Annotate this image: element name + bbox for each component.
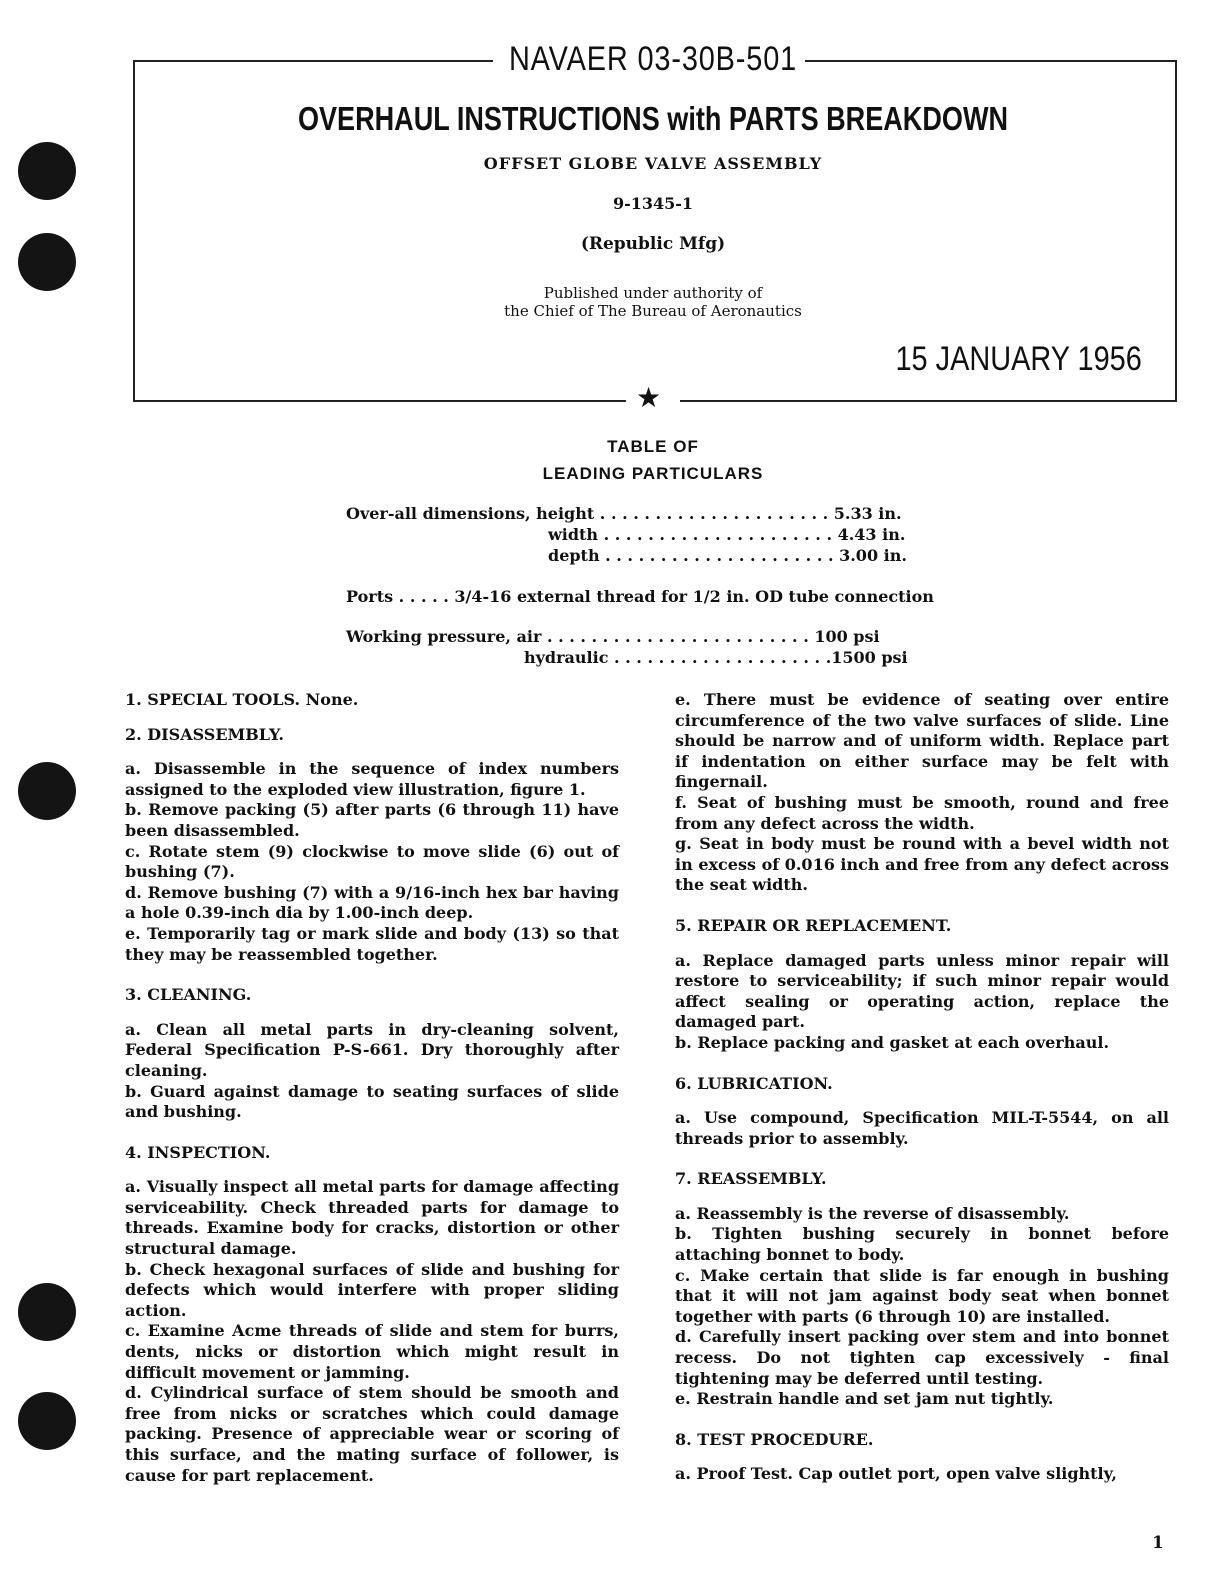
page-number: 1	[1152, 1533, 1164, 1553]
left-column	[125, 690, 619, 1486]
binder-hole-3	[18, 762, 76, 820]
star-icon: ★	[636, 381, 662, 414]
paragraph: e. There must be evidence of seating over entire circumference of the two valve surfaces of slide. Line should be narrow and of uniform width. Replace part if indentation on either surface may be felt with fingernail.	[675, 690, 1169, 792]
section-reassembly-heading: 7. REASSEMBLY.	[675, 1169, 827, 1189]
spec-row-depth: depth . . . . . . . . . . . . . . . . . . . . . 3.00 in.	[548, 546, 907, 565]
authority-line-1: Published under authority of	[543, 284, 763, 302]
paragraph: a. Replace damaged parts unless minor repair will restore to serviceability; if such minor repair would affect sealing or operating action, replace the damaged part.	[675, 950, 1169, 1032]
table-heading-1: TABLE OF	[607, 437, 699, 456]
binder-hole-4	[18, 1283, 76, 1341]
section-test-heading: 8. TEST PROCEDURE.	[675, 1429, 874, 1449]
section-repair-heading: 5. REPAIR OR REPLACEMENT.	[675, 915, 952, 935]
paragraph: b. Guard against damage to seating surfaces of slide and bushing.	[125, 1081, 619, 1122]
paragraph: b. Remove packing (5) after parts (6 through 11) have been disassembled.	[125, 800, 619, 840]
paragraph: b. Replace packing and gasket at each overhaul.	[675, 1032, 1110, 1052]
paragraph: a. Visually inspect all metal parts for damage affecting serviceability. Check threaded parts for damage to threads. Examine body for cracks, distortion or other structural damage.	[125, 1177, 619, 1259]
manufacturer: (Republic Mfg)	[580, 234, 726, 254]
paragraph: b. Tighten bushing securely in bonnet before attaching bonnet to body.	[675, 1224, 1169, 1265]
paragraph: a. Reassembly is the reverse of disassembly.	[675, 1203, 1070, 1223]
right-column	[675, 690, 1169, 1485]
document-number: NAVAER 03-30B-501	[508, 40, 798, 78]
paragraph: f. Seat of bushing must be smooth, round and free from any defect across the width.	[675, 792, 1169, 833]
paragraph: e. Temporarily tag or mark slide and body (13) so that they may be reassembled together.	[125, 923, 619, 964]
document-title: OVERHAUL INSTRUCTIONS with PARTS BREAKDOWN	[297, 100, 1009, 137]
section-disassembly-heading: 2. DISASSEMBLY.	[125, 724, 284, 744]
paragraph: c. Examine Acme threads of slide and stem for burrs, dents, nicks or distortion which might result in difficult movement or jamming.	[125, 1321, 619, 1382]
table-heading-2: LEADING PARTICULARS	[542, 464, 764, 483]
subject-line: OFFSET GLOBE VALVE ASSEMBLY	[483, 154, 823, 173]
section-lubrication-heading: 6. LUBRICATION.	[675, 1073, 833, 1093]
paragraph: a. Disassemble in the sequence of index numbers assigned to the exploded view illustration, figure 1.	[125, 759, 619, 799]
spec-row-height: Over-all dimensions, height . . . . . . . . . . . . . . . . . . . . . 5.33 in.	[346, 504, 902, 523]
spec-row-pressure-air: Working pressure, air . . . . . . . . . . . . . . . . . . . . . . . . 100 psi	[346, 627, 880, 646]
paragraph: g. Seat in body must be round with a bevel width not in excess of 0.016 inch and free from any defect across the seat width.	[675, 834, 1169, 895]
paragraph: c. Make certain that slide is far enough in bushing that it will not jam against body seat when bonnet together with parts (6 through 10) are installed.	[675, 1265, 1169, 1326]
spec-row-width: width . . . . . . . . . . . . . . . . . . . . . 4.43 in.	[548, 525, 906, 544]
publication-date: 15 JANUARY 1956	[895, 340, 1142, 378]
paragraph: b. Check hexagonal surfaces of slide and bushing for defects which would interfere with proper sliding action.	[125, 1259, 619, 1320]
authority-line-2: the Chief of The Bureau of Aeronautics	[504, 302, 802, 320]
paragraph: d. Remove bushing (7) with a 9/16-inch hex bar having a hole 0.39-inch dia by 1.00-inch deep.	[125, 882, 619, 923]
section-special-tools: 1. SPECIAL TOOLS. None.	[125, 690, 359, 709]
binder-hole-2	[18, 233, 76, 291]
spec-row-ports: Ports . . . . . 3/4-16 external thread for 1/2 in. OD tube connection	[346, 587, 934, 606]
paragraph: c. Rotate stem (9) clockwise to move slide (6) out of bushing (7).	[125, 841, 619, 882]
binder-hole-1	[18, 142, 76, 200]
paragraph: d. Cylindrical surface of stem should be smooth and free from nicks or scratches which could damage packing. Presence of appreciable wear or scoring of this surface, and the mating surface of follower, is cause for part replacement.	[125, 1383, 619, 1485]
paragraph: a. Use compound, Specification MIL-T-5544, on all threads prior to assembly.	[675, 1108, 1169, 1148]
spec-row-pressure-hydraulic: hydraulic . . . . . . . . . . . . . . . . . . . .1500 psi	[524, 648, 908, 667]
paragraph: a. Clean all metal parts in dry-cleaning solvent, Federal Specification P-S-661. Dry thoroughly after cleaning.	[125, 1019, 619, 1080]
part-number: 9-1345-1	[612, 194, 694, 213]
section-inspection-heading: 4. INSPECTION.	[125, 1142, 271, 1162]
paragraph: a. Proof Test. Cap outlet port, open valve slightly,	[675, 1464, 1117, 1484]
paragraph: d. Carefully insert packing over stem and into bonnet recess. Do not tighten cap excessively - final tightening may be deferred until testing.	[675, 1327, 1169, 1388]
binder-hole-5	[18, 1392, 76, 1450]
section-cleaning-heading: 3. CLEANING.	[125, 985, 252, 1005]
paragraph: e. Restrain handle and set jam nut tightly.	[675, 1389, 1054, 1409]
